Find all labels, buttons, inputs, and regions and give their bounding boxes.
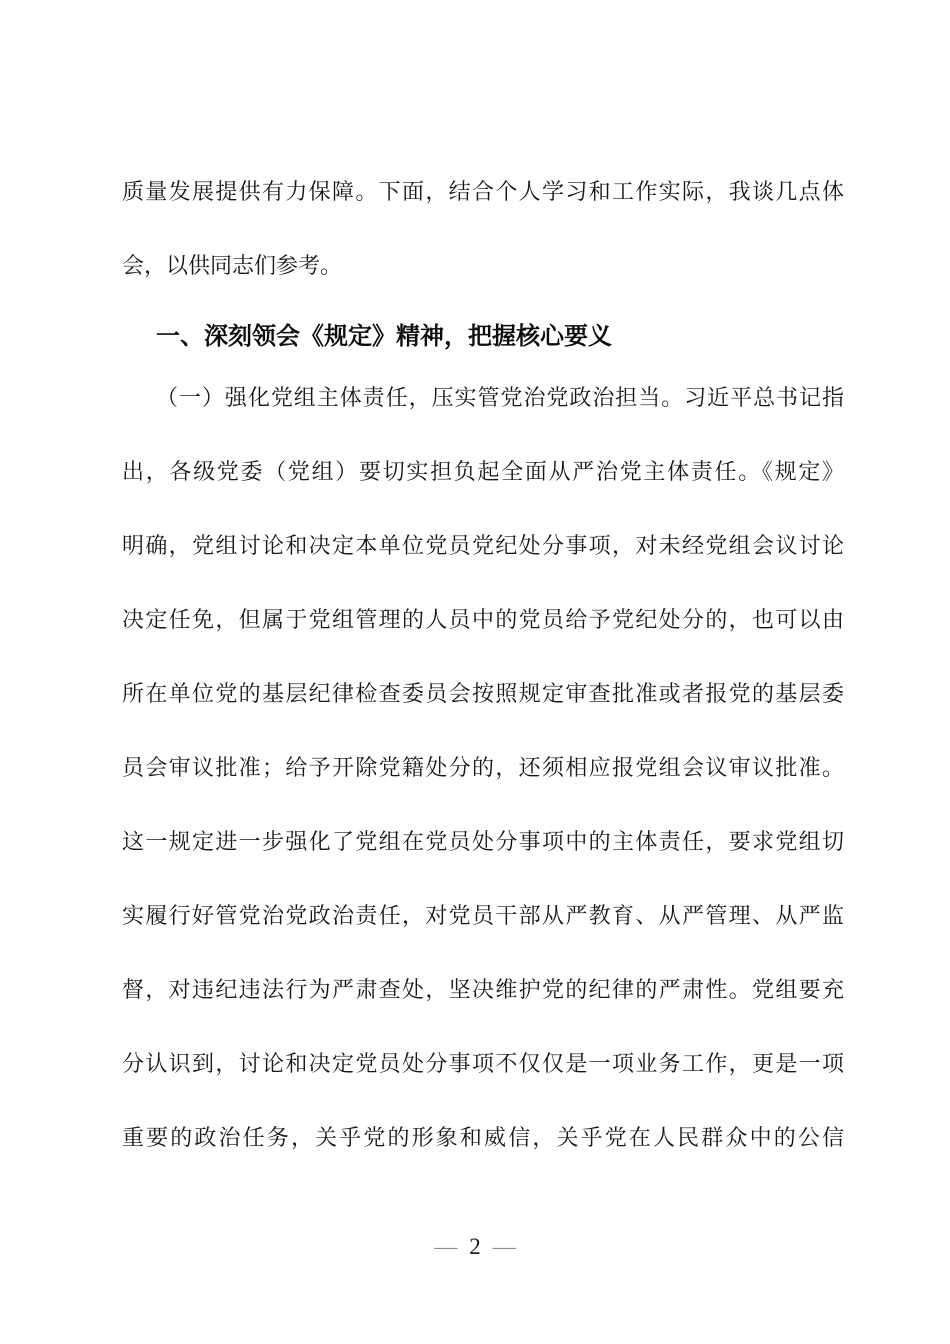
page-footer	[0, 1232, 950, 1262]
text-line: 员会审议批准；给予开除党籍处分的，还须相应报党组会议审议批准。	[122, 755, 844, 780]
paragraph-continuation	[122, 155, 844, 303]
text-line: 出，各级党委（党组）要切实担负起全面从严治党主体责任。《规定》	[122, 459, 844, 484]
text-line: 督，对违纪违法行为严肃查处，坚决维护党的纪律的严肃性。党组要充	[122, 977, 844, 1002]
footer-page-number: 2	[469, 1234, 481, 1259]
text-line: 质量发展提供有力保障。下面，结合个人学习和工作实际，我谈几点体	[122, 179, 844, 204]
text-line: 所在单位党的基层纪律检查委员会按照规定审查批准或者报党的基层委	[122, 681, 844, 706]
text-line: 分认识到，讨论和决定党员处分事项不仅仅是一项业务工作，更是一项	[122, 1051, 844, 1076]
paragraph-body	[122, 361, 844, 1175]
footer-dash-right: —	[492, 1234, 516, 1259]
text-line: （一）强化党组主体责任，压实管党治党政治担当。习近平总书记指	[156, 385, 844, 410]
text-line: 这一规定进一步强化了党组在党员处分事项中的主体责任，要求党组切	[122, 829, 844, 854]
text-line: 明确，党组讨论和决定本单位党员党纪处分事项，对未经党组会议讨论	[122, 533, 844, 558]
text-line: 重要的政治任务，关乎党的形象和威信，关乎党在人民群众中的公信	[122, 1125, 844, 1150]
footer-dash-left: —	[434, 1234, 458, 1259]
text-line: 决定任免，但属于党组管理的人员中的党员给予党纪处分的，也可以由	[122, 607, 844, 632]
text-line: 实履行好管党治党政治责任，对党员干部从严教育、从严管理、从严监	[122, 903, 844, 928]
text-line: 会，以供同志们参考。	[122, 253, 343, 278]
text-line: 一、深刻领会《规定》精神，把握核心要义	[156, 323, 612, 350]
